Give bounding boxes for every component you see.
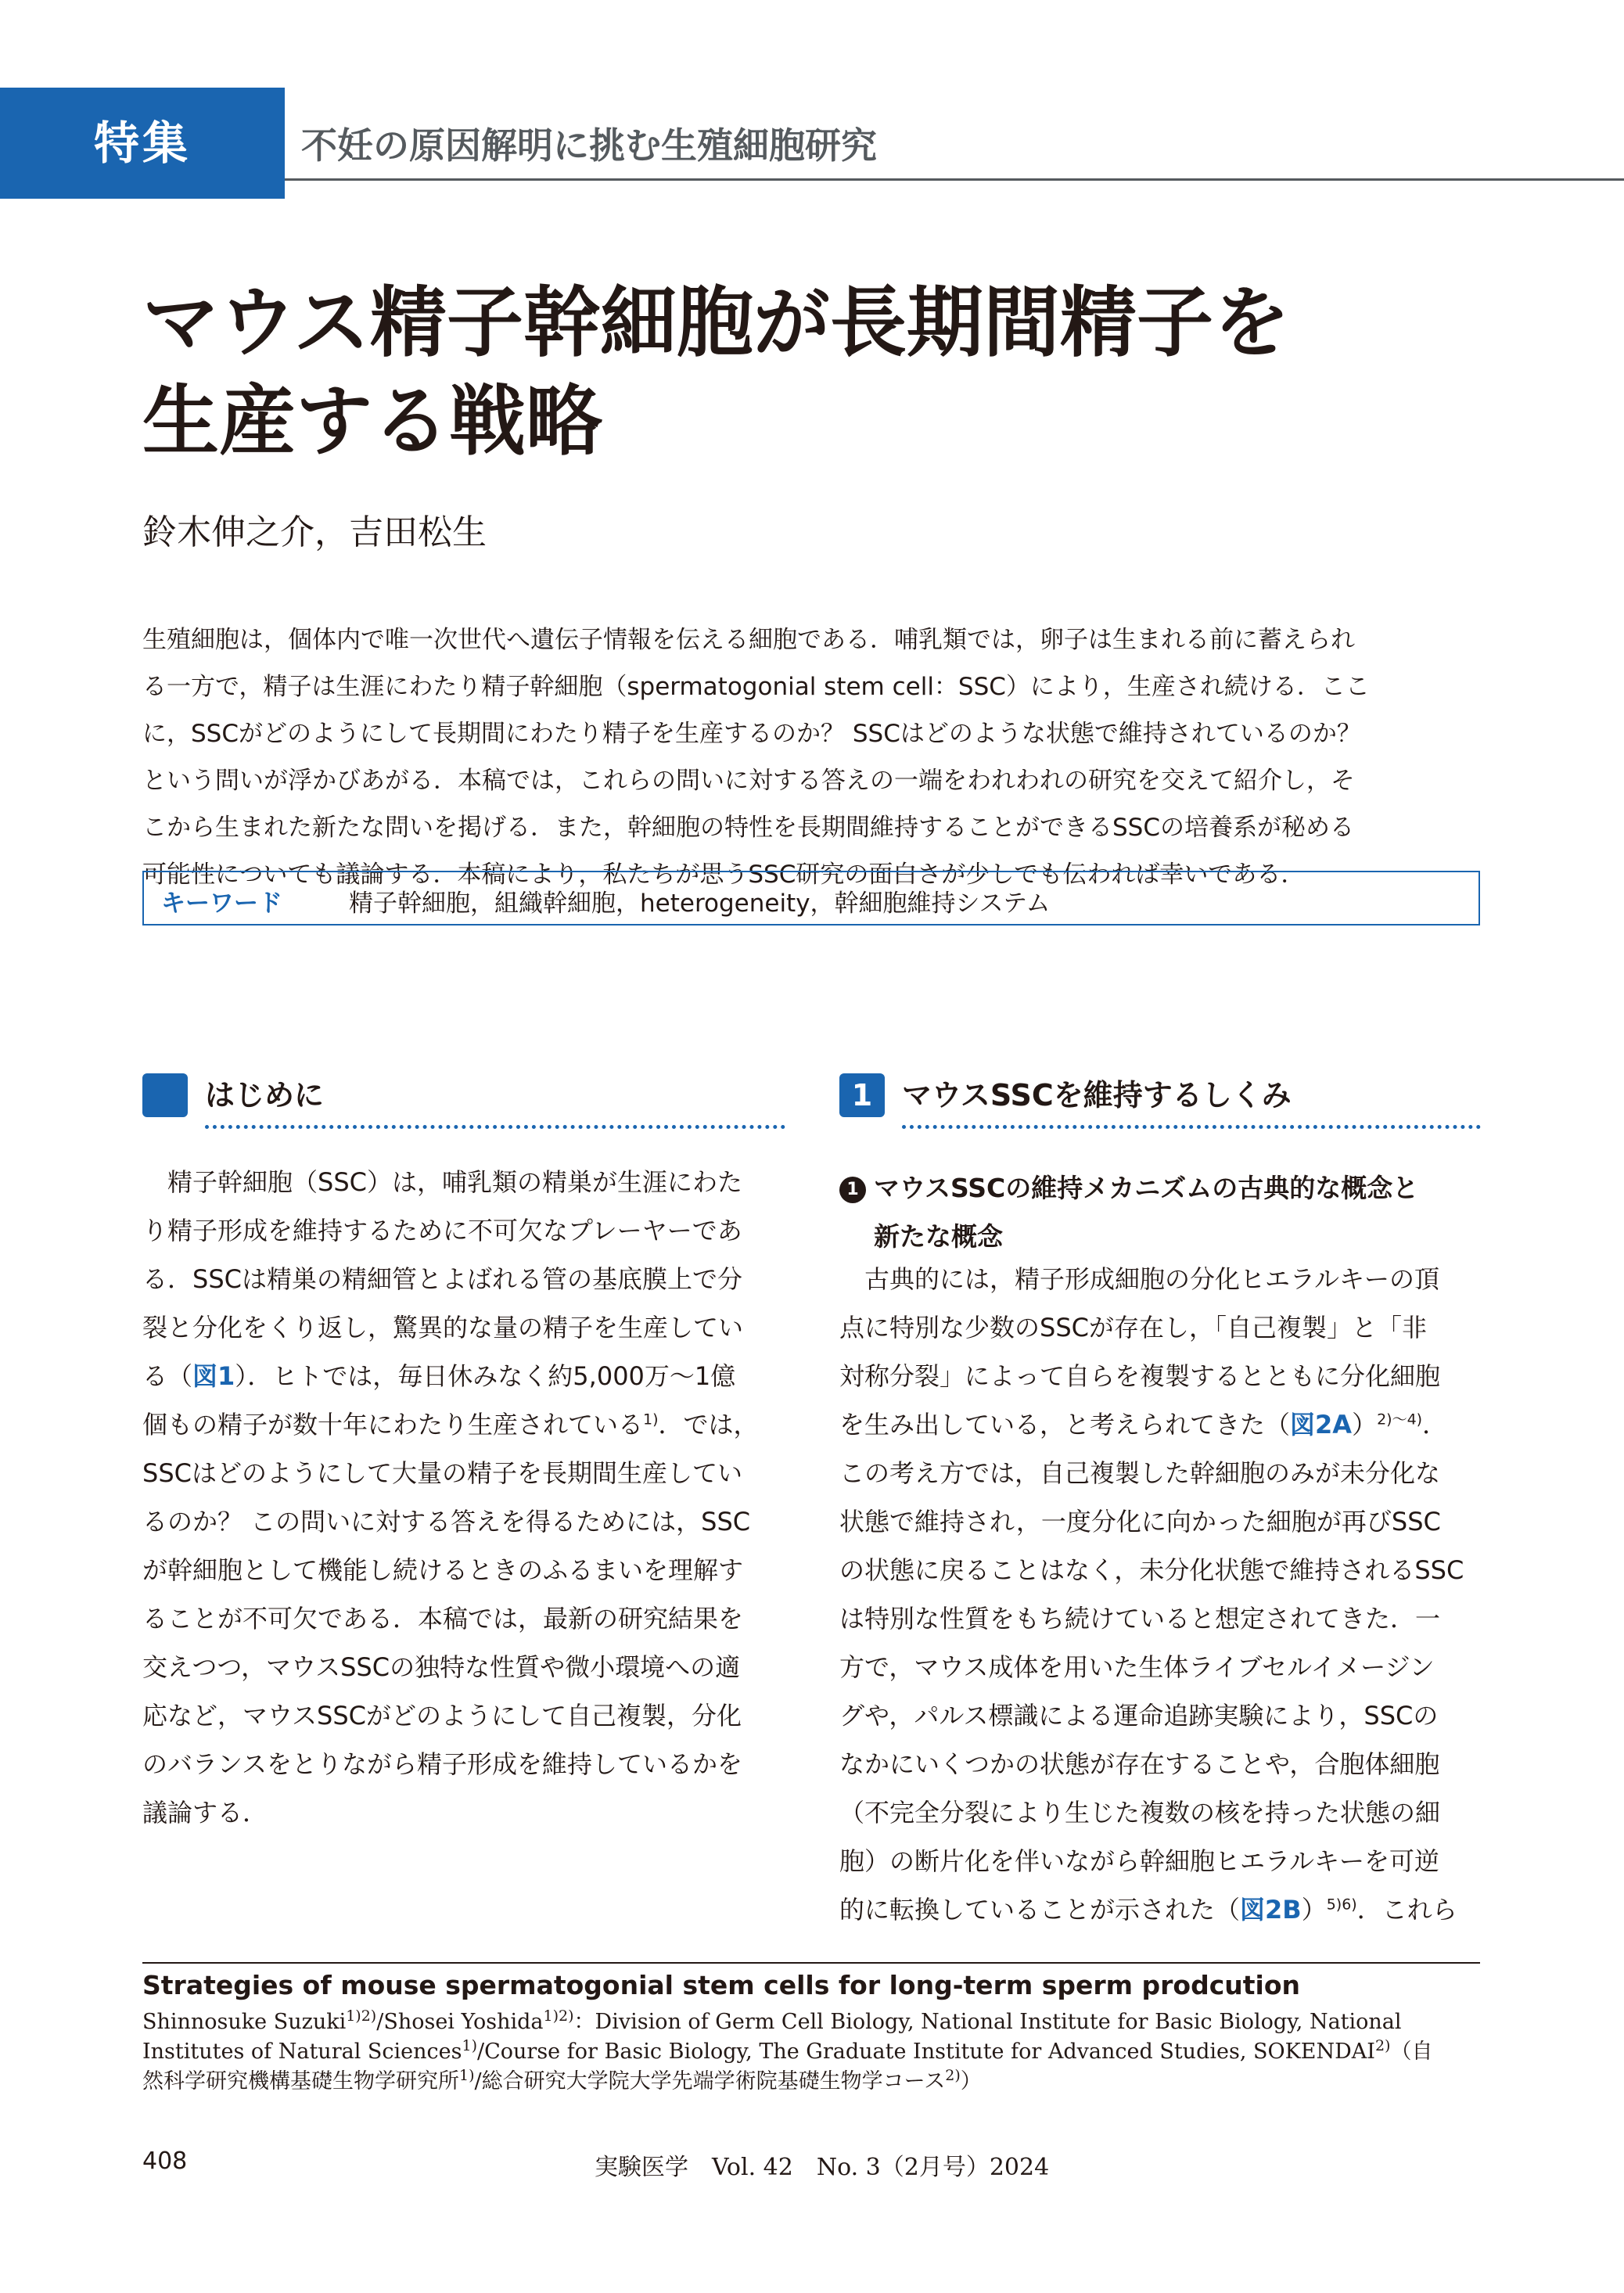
author-affiliations bbox=[142, 2007, 1480, 2097]
affil-sup: 2) bbox=[945, 2067, 961, 2084]
affil-segment: /Course for Basic Biology, The Graduate Institute for Advanced Studies, SOKENDAI bbox=[477, 2040, 1375, 2064]
figure-2b-link[interactable]: 図2B bbox=[1240, 1895, 1302, 1925]
intro-body bbox=[142, 1158, 785, 1837]
section-line: 対称分裂」によって自らを複製するとともに分化細胞 bbox=[839, 1361, 1441, 1391]
article-title bbox=[142, 274, 1519, 471]
header-rule bbox=[285, 178, 1624, 181]
heading-dotted-rule bbox=[902, 1125, 1481, 1129]
affil-segment: （自 bbox=[1390, 2040, 1433, 2064]
keyword-values: 精子幹細胞，組織幹細胞，heterogeneity，幹細胞維持システム bbox=[349, 890, 1051, 918]
affil-sup: 1) bbox=[459, 2067, 475, 2084]
intro-line: 精子幹細胞（SSC）は，哺乳類の精巣が生涯にわた bbox=[142, 1167, 742, 1197]
reference-1[interactable]: 1) bbox=[643, 1411, 659, 1429]
intro-text-segment: 個もの精子が数十年にわたり生産されている bbox=[142, 1410, 644, 1439]
affil-segment: /Shosei Yoshida bbox=[376, 2010, 544, 2034]
reference-2-4[interactable]: 2)〜4) bbox=[1377, 1411, 1423, 1429]
intro-line bbox=[142, 1352, 785, 1400]
abstract-line: という問いが浮かびあがる．本稿では，これらの問いに対する答えの一端をわれわれの研究を交えて紹介し，そ bbox=[142, 767, 1355, 795]
affil-segment: 然科学研究機構基礎生物学研究所 bbox=[142, 2069, 459, 2094]
section-line: この考え方では，自己複製した幹細胞のみが未分化な bbox=[839, 1458, 1441, 1488]
intro-heading bbox=[142, 1073, 785, 1128]
intro-line: 交えつつ，マウスSSCの独特な性質や微小環境への適 bbox=[142, 1652, 741, 1682]
english-title: Strategies of mouse spermatogonial stem cells for long-term sperm prodcution bbox=[142, 1970, 1301, 2000]
page-number: 408 bbox=[142, 2147, 188, 2175]
section-line: 古典的には，精子形成細胞の分化ヒエラルキーの頂 bbox=[839, 1264, 1440, 1294]
section-text-segment: ． bbox=[1422, 1410, 1448, 1439]
subsection-number-circle: 1 bbox=[839, 1177, 866, 1203]
reference-5-6[interactable]: 5)6) bbox=[1326, 1896, 1357, 1914]
figure-1-link[interactable]: 図1 bbox=[192, 1361, 235, 1391]
section-line: グや，パルス標識による運命追跡実験により，SSCの bbox=[839, 1701, 1439, 1731]
intro-line: SSCはどのようにして大量の精子を長期間生産してい bbox=[142, 1458, 742, 1488]
intro-text-segment: ）．ヒトでは，毎日休みなく約5,000万〜1億 bbox=[235, 1361, 736, 1391]
abstract bbox=[142, 616, 1480, 898]
affil-segment: Shinnosuke Suzuki bbox=[142, 2010, 347, 2034]
section-line: 胞）の断片化を伴いながら幹細胞ヒエラルキーを可逆 bbox=[839, 1846, 1440, 1876]
abstract-line: 生殖細胞は，個体内で唯一次世代へ遺伝子情報を伝える細胞である．哺乳類では，卵子は生まれる前に蓄えられ bbox=[142, 626, 1355, 654]
affil-segment: Institutes of Natural Sciences bbox=[142, 2040, 462, 2064]
affil-sup: 2) bbox=[1374, 2037, 1391, 2054]
section-text-segment: ） bbox=[1352, 1410, 1378, 1439]
abstract-line: に，SSCがどのようにして長期間にわたり精子を生産するのか？ SSCはどのような状態で維持されているのか？ bbox=[142, 720, 1361, 748]
section-line: は特別な性質をもち続けていると想定されてきた．一 bbox=[839, 1604, 1441, 1633]
intro-line: ることが不可欠である．本稿では，最新の研究結果を bbox=[142, 1604, 744, 1633]
section-line: 方で，マウス成体を用いた生体ライブセルイメージン bbox=[839, 1652, 1435, 1682]
intro-line: り精子形成を維持するために不可欠なプレーヤーであ bbox=[142, 1216, 742, 1245]
journal-info: 実験医学 Vol. 42 No. 3（2月号）2024 bbox=[595, 2154, 1050, 2181]
affil-sup: 1)2) bbox=[346, 2007, 377, 2025]
abstract-line: る一方で，精子は生涯にわたり精子幹細胞（spermatogonial stem cell：SSC）により，生産され続ける．ここ bbox=[142, 673, 1370, 701]
feature-tag: 特集 bbox=[0, 88, 285, 199]
section-text-segment: ．これら bbox=[1356, 1895, 1457, 1925]
section-1-body bbox=[839, 1255, 1481, 1934]
section-marker-square bbox=[142, 1073, 188, 1117]
section-text-segment: 的に転換していることが示された（ bbox=[839, 1895, 1241, 1925]
intro-heading-text: はじめに bbox=[205, 1078, 325, 1112]
footer-rule bbox=[142, 1962, 1480, 1964]
affil-segment: ：Division of Germ Cell Biology, National Institute for Basic Biology, National bbox=[573, 2010, 1402, 2034]
authors: 鈴木伸之介，吉田松生 bbox=[142, 512, 487, 552]
keyword-box bbox=[142, 871, 1480, 925]
figure-2a-link[interactable]: 図2A bbox=[1290, 1410, 1353, 1439]
section-1-heading-text: マウスSSCを維持するしくみ bbox=[902, 1078, 1292, 1112]
abstract-line: こから生まれた新たな問いを掲げる．また，幹細胞の特性を長期間維持することができるSSCの培養系が秘める bbox=[142, 814, 1354, 842]
section-line bbox=[839, 1400, 1481, 1449]
section-number-badge: 1 bbox=[839, 1073, 885, 1117]
section-line: 状態で維持され，一度分化に向かった細胞が再びSSC bbox=[839, 1507, 1441, 1536]
subsection-heading-line-2 bbox=[839, 1213, 1418, 1261]
intro-line: のバランスをとりながら精子形成を維持しているかを bbox=[142, 1749, 743, 1779]
title-line-1: マウス精子幹細胞が長期間精子を bbox=[142, 279, 1291, 368]
section-text-segment: を生み出している，と考えられてきた（ bbox=[839, 1410, 1291, 1439]
affiliation-line bbox=[142, 2067, 1480, 2097]
subsection-heading bbox=[839, 1164, 1418, 1261]
keyword-label: キーワード bbox=[161, 890, 282, 918]
affil-sup: 1)2) bbox=[543, 2007, 574, 2025]
title-line-2: 生産する戦略 bbox=[142, 377, 603, 466]
abstract-line: 可能性についても議論する．本稿により，私たちが思うSSC研究の面白さが少しでも伝われば幸いである． bbox=[142, 861, 1306, 889]
section-1-heading bbox=[839, 1073, 1481, 1128]
subsection-heading-text: マウスSSCの維持メカニズムの古典的な概念と bbox=[874, 1173, 1419, 1203]
intro-line: る．SSCは精巣の精細管とよばれる管の基底膜上で分 bbox=[142, 1264, 742, 1294]
section-line: 点に特別な少数のSSCが存在し，「自己複製」と「非 bbox=[839, 1313, 1427, 1342]
intro-text-segment: ．では， bbox=[658, 1410, 759, 1439]
section-line: （不完全分裂により生じた複数の核を持った状態の細 bbox=[839, 1798, 1441, 1828]
intro-line bbox=[142, 1400, 785, 1449]
subsection-heading-line-1 bbox=[839, 1164, 1418, 1213]
affil-segment: ） bbox=[960, 2069, 982, 2094]
affil-segment: /総合研究大学院大学先端学術院基礎生物学コース bbox=[474, 2069, 946, 2094]
intro-line: 議論する． bbox=[142, 1798, 268, 1828]
heading-dotted-rule bbox=[205, 1125, 785, 1129]
section-line bbox=[839, 1885, 1481, 1934]
intro-line: が幹細胞として機能し続けるときのふるまいを理解す bbox=[142, 1555, 744, 1585]
intro-line: 応など，マウスSSCがどのようにして自己複製，分化 bbox=[142, 1701, 742, 1731]
subsection-heading-text: 新たな概念 bbox=[874, 1221, 1003, 1252]
intro-text-segment: る（ bbox=[142, 1361, 193, 1391]
affiliation-line bbox=[142, 2037, 1480, 2067]
affiliation-line bbox=[142, 2007, 1480, 2037]
section-line: の状態に戻ることはなく，未分化状態で維持されるSSC bbox=[839, 1555, 1464, 1585]
intro-line: 裂と分化をくり返し，驚異的な量の精子を生産してい bbox=[142, 1313, 744, 1342]
section-text-segment: ） bbox=[1301, 1895, 1327, 1925]
affil-sup: 1) bbox=[462, 2037, 478, 2054]
intro-line: るのか？ この問いに対する答えを得るためには，SSC bbox=[142, 1507, 751, 1536]
series-title: 不妊の原因解明に挑む生殖細胞研究 bbox=[301, 124, 877, 167]
section-line: なかにいくつかの状態が存在することや，合胞体細胞 bbox=[839, 1749, 1440, 1779]
